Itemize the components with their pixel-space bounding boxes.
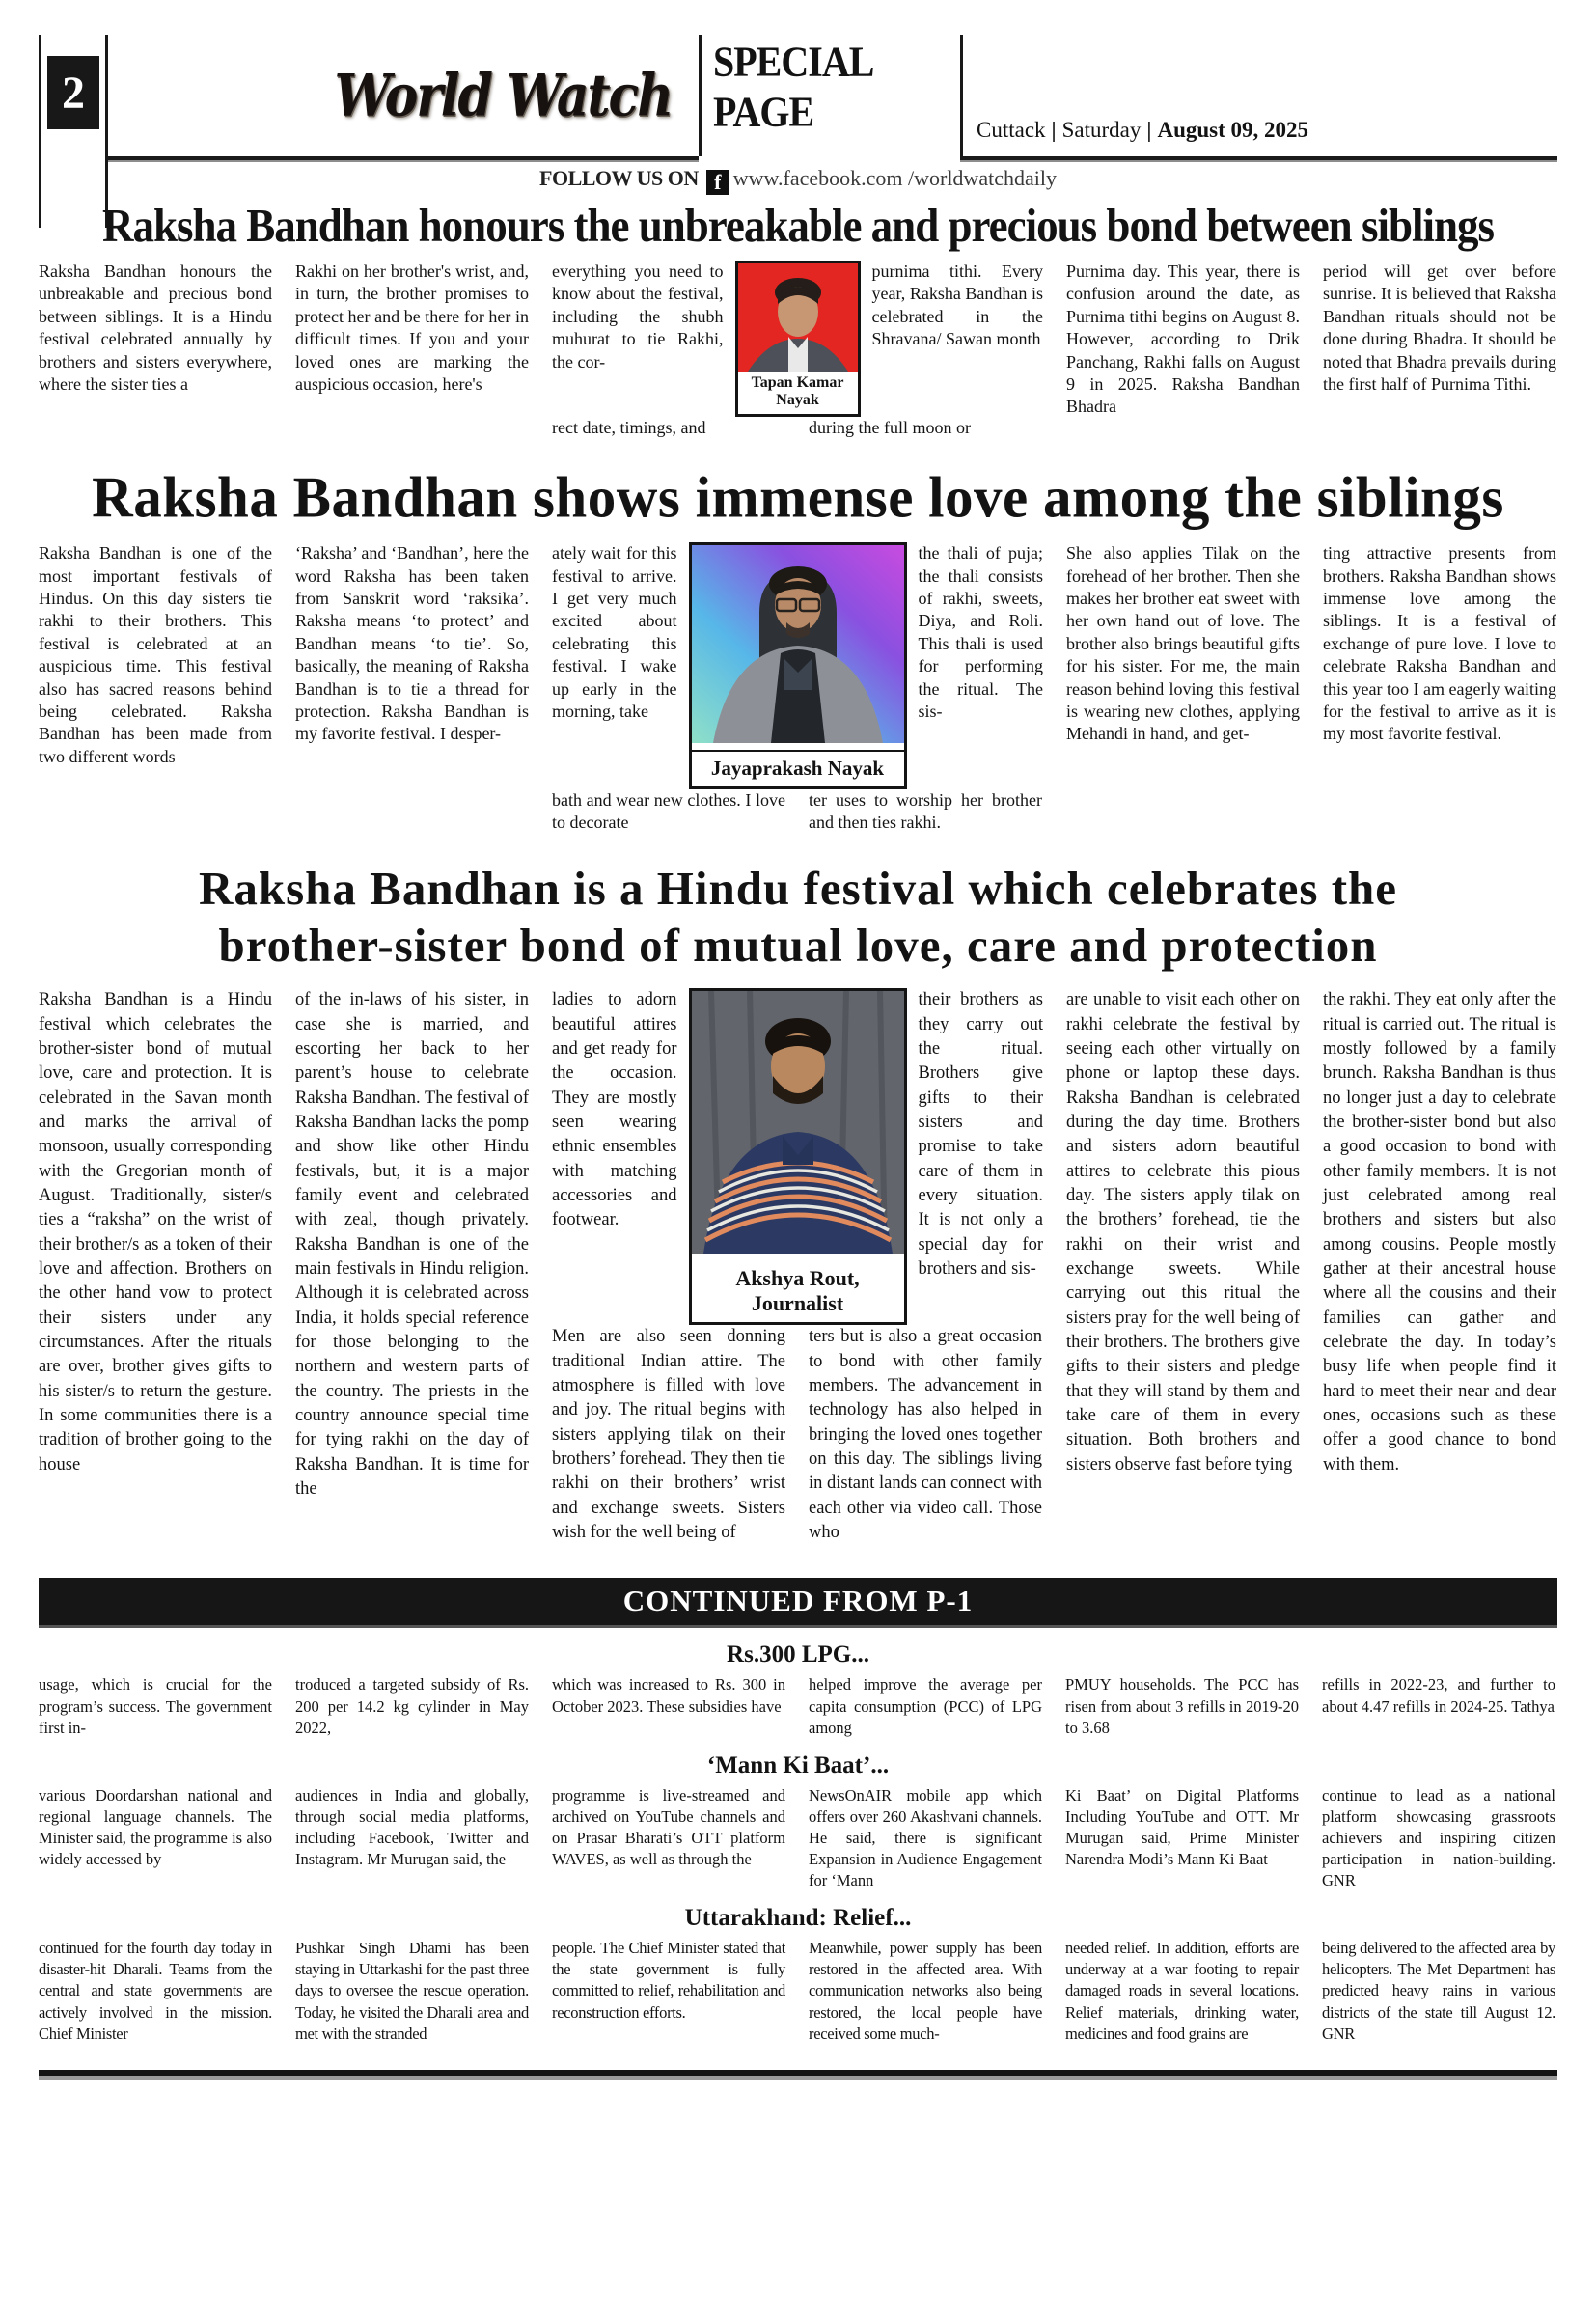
- article3-headline-line2: brother-sister bond of mutual love, care and protection: [218, 919, 1378, 973]
- section-area: [702, 35, 960, 156]
- article3-col3-bottom: Men are also seen donning traditional Indian attire. The atmosphere is filled with love and joy. The ritual begins with sisters applying tilak on their brothers’ forehead. They then tie rakhi on their brothers’ wrist and exchange sweets. Sisters wish for the well being of: [552, 1327, 785, 1543]
- continued-section2-col6: continue to lead as a national platform showcasing grassroots achievers and inspiring citizen participation in nation-building. GNR: [1322, 1785, 1555, 1890]
- continued-section1-col5: PMUY households. The PCC has risen from about 3 refills in 2019-20 to 3.68: [1065, 1675, 1299, 1737]
- worldwatch-logo: World Watch: [334, 61, 672, 130]
- article3-middle-pair: [552, 988, 1043, 1545]
- logo-area: [108, 35, 699, 156]
- article1-col2: Rakhi on her brother's wrist, and, in turn, the brother promises to protect her and be there for her in difficult times. If you and your loved ones are marking the auspicious occasion, here's: [295, 262, 529, 394]
- article2-col3-top: ately wait for this festival to arrive. I get very much excited about celebrating this festival. I wake up early in the morning, take: [552, 543, 677, 721]
- article3-col1: Raksha Bandhan is a Hindu festival which celebrates the brother-sister bond of mutual love, care and protection. It is celebrated in the Savan month and marks the arrival of monsoon, usually corresponding with the Gregorian month of August. Traditionally, sister/s ties a “raksha” on the wrist of their brother/s as a token of their love and affection. Brothers on the other hand vow to protect their sisters under any circumstances. After the rituals are over, brother gives gifts to his sister/s to return the gesture. In some communities there is a tradition of brother going to the house: [39, 990, 272, 1474]
- article1-headline: Raksha Bandhan honours the unbreakable and precious bond between siblings: [101, 200, 1495, 252]
- article3-col6: the rakhi. They eat only after the ritual is carried out. The ritual is mostly followed by a family brunch. Raksha Bandhan is thus no longer just a day to celebrate the brother-sister bond but also a good occasion to bond with other family members. It is not just celebrated among real brothers and sisters but also among cousins. People mostly gather at their ancestral house where all the cousins and their families can gather and celebrate the day. In today’s busy life when people find it hard to meet their near and dear ones, occasions such as these offer a good chance to bond with them.: [1323, 990, 1556, 1474]
- continued-from-p1-banner: CONTINUED FROM P-1: [39, 1578, 1557, 1628]
- dateline: [977, 118, 1308, 143]
- dateline-separator-2: |: [1146, 118, 1152, 142]
- article3-headline: [39, 860, 1557, 976]
- portrait-illustration-gradient: [692, 545, 904, 743]
- masthead-rule-right: [960, 156, 1557, 162]
- newspaper-page: [0, 35, 1596, 2080]
- follow-us-row: [39, 166, 1557, 195]
- continued-section1-col6: refills in 2022-23, and further to about 4.47 refills in 2024-25. Tathya: [1322, 1675, 1555, 1716]
- portrait-illustration-gray: [692, 991, 904, 1254]
- article2-col4-top: the thali of puja; the thali consists of rakhi, sweets, Diya, and Roli. This thali is used for performing the ritual. The sis-: [918, 543, 1043, 721]
- article2-col4-bottom: ter uses to worship her brother and then ties rakhi.: [809, 789, 1042, 833]
- article2-headline: Raksha Bandhan shows immense love among the siblings: [92, 464, 1504, 530]
- masthead-rule-left: [108, 156, 699, 162]
- article2-col6: ting attractive presents from brothers. Raksha Bandhan shows immense love among the siblings. It is a festival of exchange of pure love. I love to celebrate Raksha Bandhan and this year too I am eagerly waiting for the festival to arrive as it is my most favorite festival.: [1323, 543, 1556, 744]
- jayaprakash-nayak-photo: [689, 542, 907, 789]
- article1-col1: Raksha Bandhan honours the unbreakable and precious bond between siblings. It is a Hindu festival celebrated annually by brothers and sisters everywhere, where the sister ties a: [39, 262, 272, 394]
- dateline-city: Cuttack: [977, 118, 1046, 142]
- continued-section3-col5: needed relief. In addition, efforts are underway at a war footing to repair damaged roads in several locations. Relief materials, drinking water, medicines and food grains are: [1065, 1939, 1299, 2043]
- continued-section2-col3: programme is live-streamed and archived on YouTube channels and on Prasar Bharati’s OTT platform WAVES, as well as through the: [552, 1785, 785, 1869]
- portrait-illustration-red: [738, 263, 858, 372]
- dateline-separator: |: [1051, 118, 1057, 142]
- dateline-date: August 09, 2025: [1157, 118, 1309, 142]
- continued-section1-col4: helped improve the average per capita consumption (PCC) of LPG among: [809, 1675, 1042, 1737]
- tapan-kamar-nayak-photo: [735, 261, 861, 417]
- follow-us-label: FOLLOW US ON: [539, 166, 699, 190]
- article1-body: [39, 261, 1557, 439]
- article2-col2: ‘Raksha’ and ‘Bandhan’, here the word Raksha has been taken from Sanskrit word ‘raksika’. Raksha means ‘to protect’ and Bandhan means ‘to tie’. So, basically, the meaning of Raksha Bandhan is to tie a thread for protection. Raksha Bandhan is my favorite festival. I desper-: [295, 543, 529, 744]
- continued-section3-col1: continued for the fourth day today in disaster-hit Dharali. Teams from the central and state governments are actively involved in the mission. Chief Minister: [39, 1939, 272, 2043]
- continued-section2-body: [39, 1785, 1557, 1892]
- continued-section1-body: [39, 1674, 1557, 1738]
- akshya-rout-photo: [689, 988, 907, 1325]
- article1-col4-bottom: during the full moon or: [809, 417, 971, 437]
- dateline-day: Saturday: [1061, 118, 1142, 142]
- continued-section2-col5: Ki Baat’ on Digital Platforms Including YouTube and OTT. Mr Murugan said, Prime Minister Narendra Modi’s Mann Ki Baat: [1065, 1785, 1299, 1869]
- article3-col2: of the in-laws of his sister, in case she is married, and escorting her back to her parent’s house to celebrate Raksha Bandhan. The festival of Raksha Bandhan lacks the pomp and show like other Hindu festivals, but, it is a major family event and celebrated with zeal, though privately. Raksha Bandhan is one of the main festivals in Hindu religion. Although it is celebrated across India, it holds special reference for those belonging to the northern and western parts of the country. The priests in the country announce special time for tying rakhi on the day of Raksha Bandhan. It is time for the: [295, 990, 529, 1500]
- article1-col3-bottom: rect date, timings, and: [552, 417, 706, 437]
- continued-section2-col4: NewsOnAIR mobile app which offers over 260 Akashvani channels. He said, there is significant Expansion in Audience Engagement for ‘Mann: [809, 1785, 1042, 1890]
- article1-col4-top: purnima tithi. Every year, Raksha Bandhan is celebrated in the Shravana/ Sawan month: [871, 262, 1043, 349]
- continued-section3-col3: people. The Chief Minister stated that the state government is fully committed to relief, rehabilitation and reconstruction efforts.: [552, 1939, 785, 2022]
- continued-section2-title: ‘Mann Ki Baat’...: [706, 1751, 890, 1778]
- masthead-main: [108, 35, 1557, 156]
- article1-middle-pair: [552, 261, 1043, 439]
- facebook-icon: f: [706, 170, 729, 195]
- continued-section1-col1: usage, which is crucial for the program’s success. The government first in-: [39, 1675, 272, 1737]
- continued-section3-title: Uttarakhand: Relief...: [684, 1905, 912, 1932]
- article2-middle-pair: [552, 542, 1043, 834]
- date-area: [963, 35, 1557, 156]
- continued-section1-col2: troduced a targeted subsidy of Rs. 200 per 14.2 kg cylinder in May 2022,: [295, 1675, 529, 1737]
- facebook-handle: www.facebook.com /worldwatchdaily: [732, 166, 1057, 190]
- article2-col3-bottom: bath and wear new clothes. I love to decorate: [552, 789, 785, 833]
- article3-col3-top: ladies to adorn beautiful attires and get ready for the occasion. They are mostly seen wearing ethnic ensembles with matching accessories and footwear.: [552, 990, 677, 1230]
- continued-section3-body: [39, 1938, 1557, 2045]
- bottom-rule: [39, 2070, 1557, 2080]
- article3-col4-top: their brothers as they carry out the ritual. Brothers give gifts to their sisters and promise to take care of them in every situation. It is not only a special day for brothers and sis-: [918, 990, 1043, 1279]
- masthead: [39, 35, 1557, 194]
- continued-section1-title: Rs.300 LPG...: [727, 1641, 869, 1668]
- continued-section1-col3: which was increased to Rs. 300 in October 2023. These subsidies have: [552, 1675, 785, 1716]
- article1-photo-caption: Tapan Kamar Nayak: [738, 372, 858, 414]
- article3-headline-line1: Raksha Bandhan is a Hindu festival which celebrates the: [198, 861, 1398, 915]
- article2-col5: She also applies Tilak on the forehead of her brother. Then she makes her brother eat sweet with her own hand out of love. The brother also brings beautiful gifts for his sister. For me, the main reason behind loving this festival is wearing new clothes, applying Mehandi in hand, and get-: [1066, 543, 1300, 744]
- continued-section3-col2: Pushkar Singh Dhami has been staying in Uttarkashi for the past three days to oversee the rescue operation. Today, he visited the Dharali area and met with the stranded: [295, 1939, 529, 2043]
- continued-section3-col4: Meanwhile, power supply has been restored in the affected area. With communication networks also being restored, the local people have received some much-: [809, 1939, 1042, 2043]
- continued-section2-col2: audiences in India and globally, through social media platforms, including Facebook, Twitter and Instagram. Mr Murugan said, the: [295, 1785, 529, 1869]
- article3-body: [39, 988, 1557, 1545]
- article3-col4-bottom: ters but is also a great occasion to bond with other family members. The advancement in technology has also helped in bringing the loved ones together on this day. The siblings living in distant lands can connect with each other via video call. Those who: [809, 1327, 1042, 1543]
- article1-col6: period will get over before sunrise. It is believed that Raksha Bandhan rituals should not be done during Bhadra. It should be noted that Bhadra prevails during the first half of Purnima Tithi.: [1323, 262, 1556, 394]
- page-number: 2: [47, 56, 99, 129]
- continued-section2-col1: various Doordarshan national and regional language channels. The Minister said, the programme is also widely accessed by: [39, 1785, 272, 1869]
- article2-photo-caption: Jayaprakash Nayak: [692, 750, 904, 786]
- continued-section3-col6: being delivered to the affected area by helicopters. The Met Department has predicted heavy rains in various districts of the state till August 12. GNR: [1322, 1939, 1555, 2043]
- article2-col1: Raksha Bandhan is one of the most important festivals of Hindus. On this day sisters tie rakhi to their brothers. This festival is celebrated at an auspicious time. This festival also has sacred reasons behind being celebrated. Raksha Bandhan has been made from two different words: [39, 543, 272, 766]
- article3-photo-caption: Akshya Rout, Journalist: [692, 1262, 904, 1323]
- section-title: SPECIAL PAGE: [713, 38, 872, 136]
- article2-body: [39, 542, 1557, 834]
- article1-col3-top: everything you need to know about the festival, including the shubh muhurat to tie Rakhi, the cor-: [552, 262, 724, 372]
- article1-col5: Purnima day. This year, there is confusion around the date, as Purnima tithi begins on August 8. However, according to Drik Panchang, Rakhi falls on August 9 in 2025. Raksha Bandhan Bhadra: [1066, 262, 1301, 417]
- article3-col5: are unable to visit each other on rakhi celebrate the festival by seeing each other virtually on phone or laptop these days. Raksha Bandhan is celebrated during the day time. Brothers and sisters adorn beautiful attires to celebrate this pious day. The sisters apply tilak on the brothers’ forehead, tie the rakhi on their wrist and exchange sweets. While carrying out this ritual the sisters pray for the well being of their brothers. The brothers give gifts to their sisters and pledge that they will stand by them and take care of them in every situation. Both brothers and sisters observe fast before tying: [1066, 990, 1300, 1474]
